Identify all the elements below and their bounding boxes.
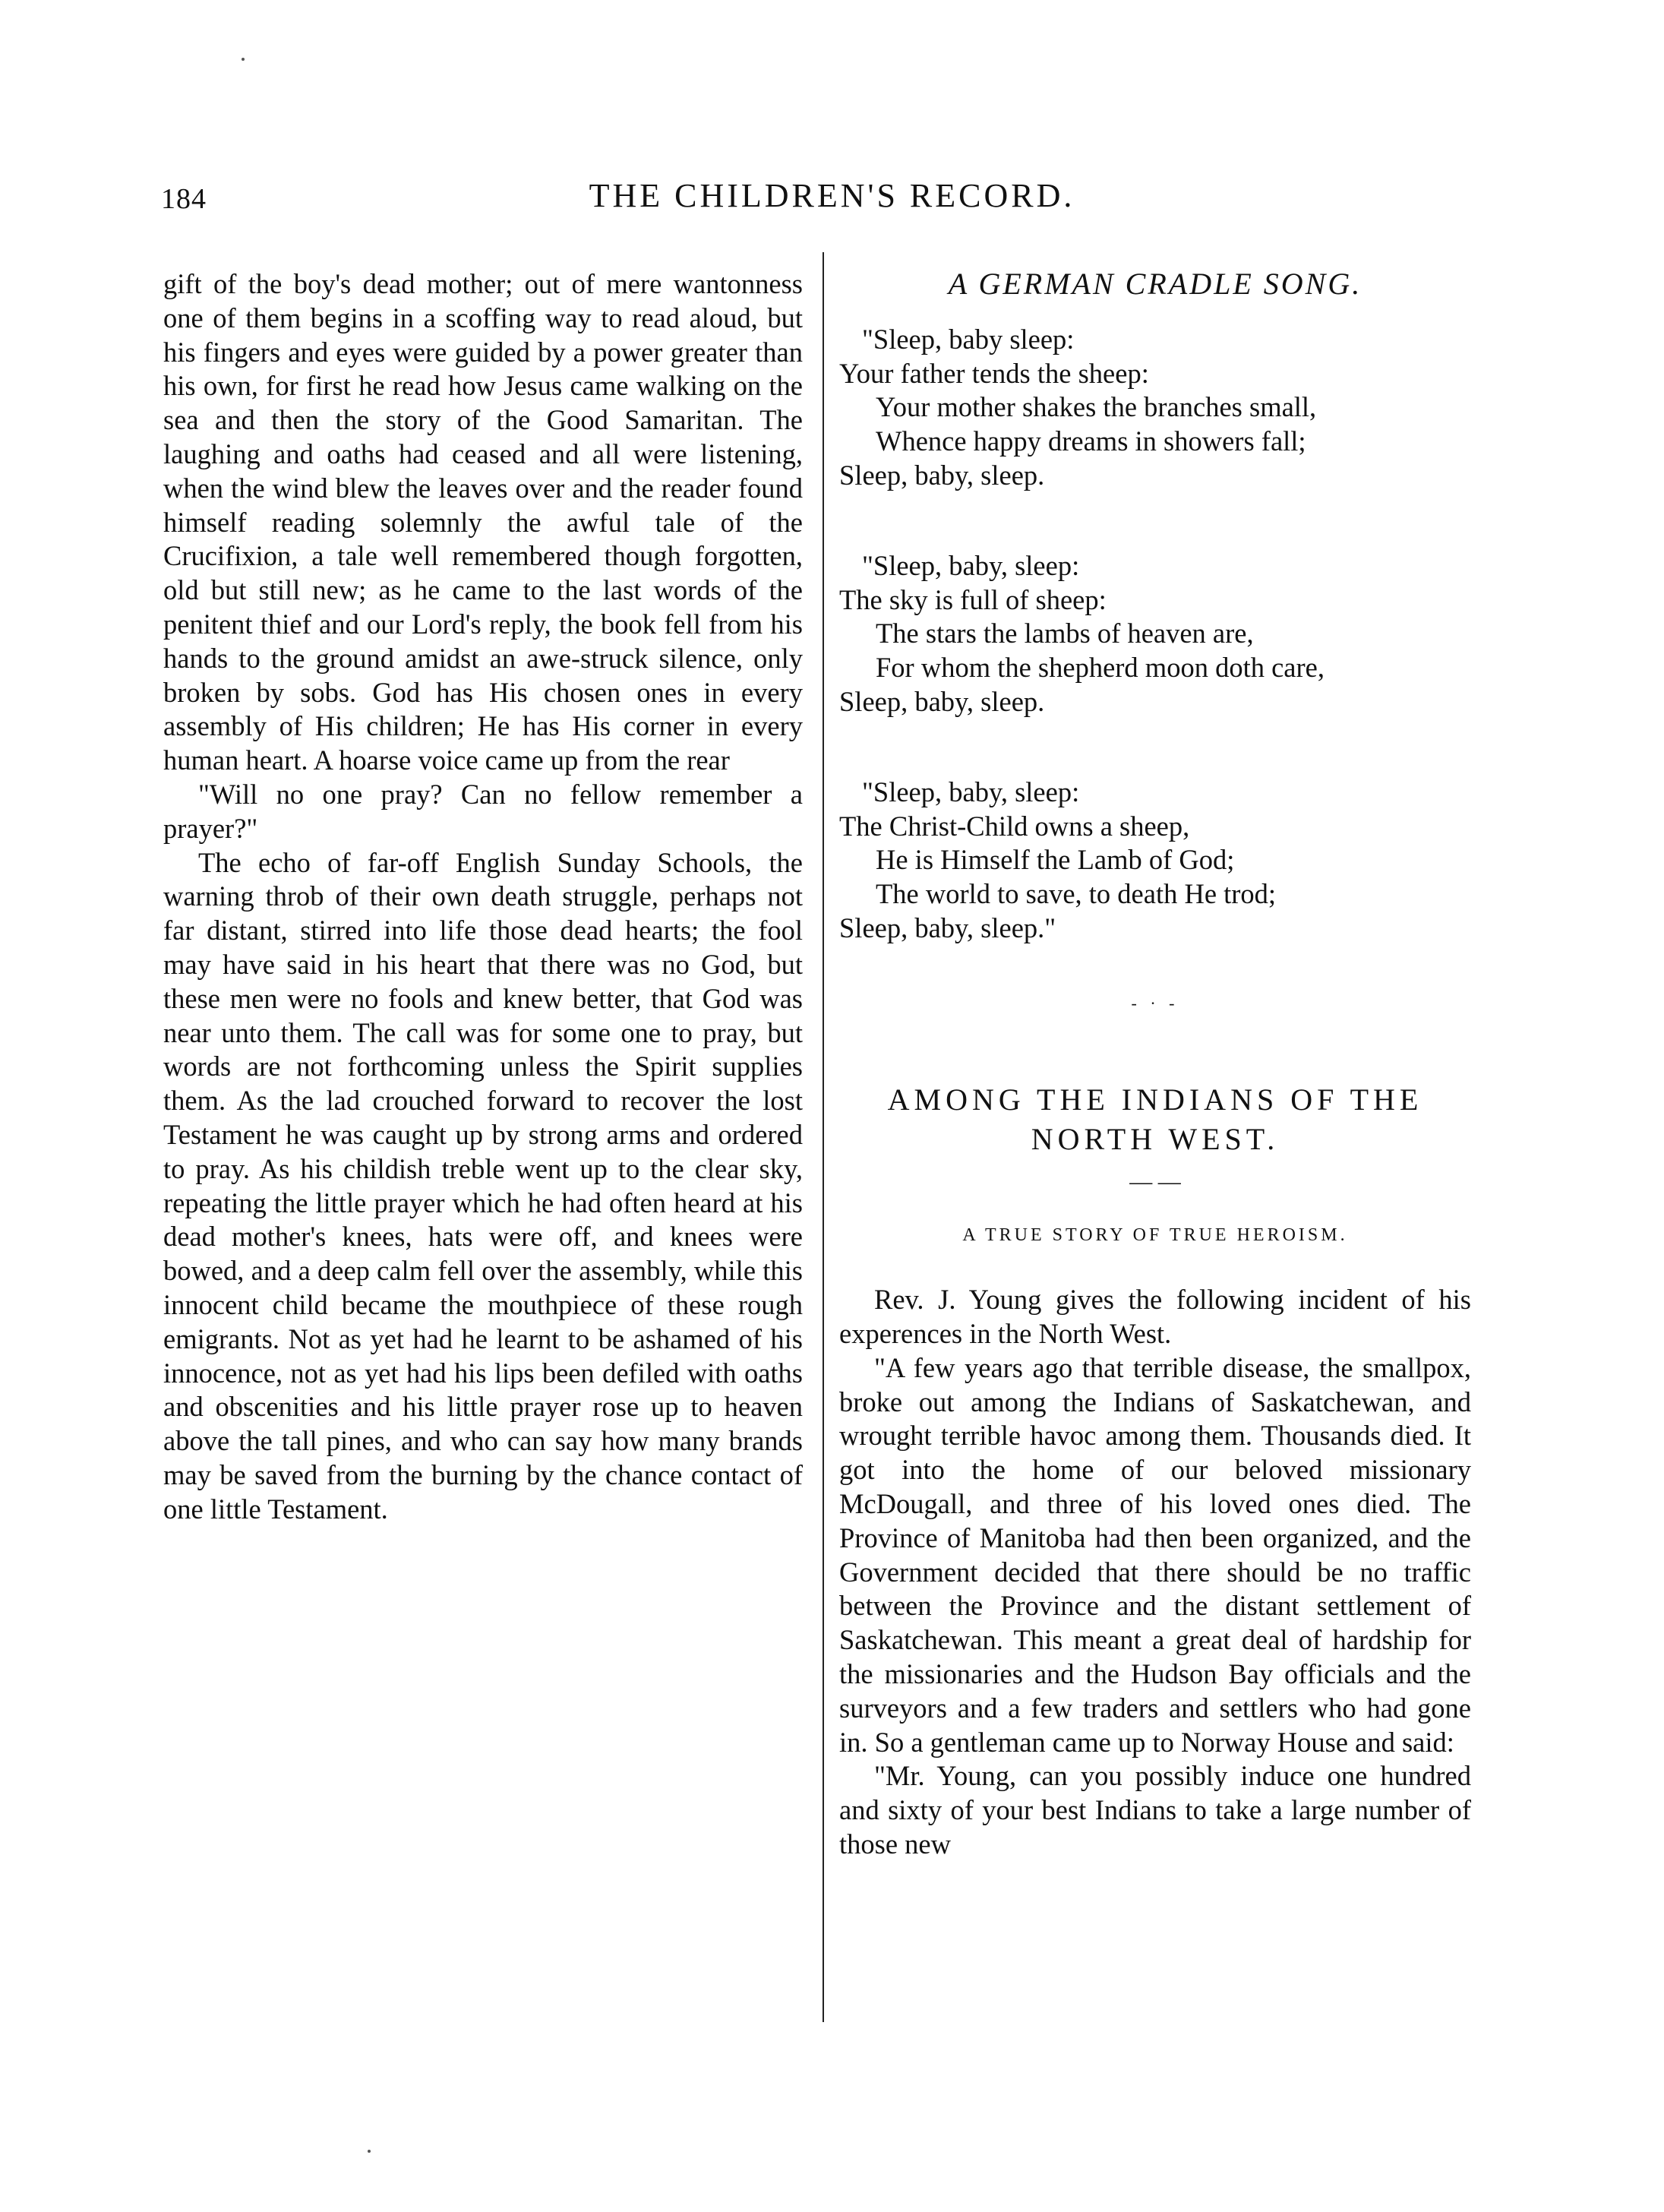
stanza-line: Your mother shakes the branches small, — [876, 391, 1317, 423]
stanza-line: Your father tends the sheep: — [839, 357, 1149, 389]
scan-speck — [242, 58, 245, 61]
running-head: THE CHILDREN'S RECORD. — [589, 177, 1075, 214]
stanza-line: "Sleep, baby sleep: — [862, 323, 1075, 355]
article-paragraph-1: Rev. J. Young gives the following incident of his experences in the North West. — [839, 1284, 1471, 1349]
article-subtitle: A TRUE STORY OF TRUE HEROISM. — [962, 1225, 1348, 1246]
stanza-line: The Christ-Child owns a sheep, — [839, 810, 1190, 842]
right-column — [839, 267, 1471, 1862]
left-paragraph-1: gift of the boy's dead mother; out of mere wantonness one of them begins in a scoffing way to read aloud, but his fingers and eyes were guided by a power greater than his own, for first he read how Jesus came walking on the sea and then the story of the Good Samaritan. The laughing and oaths had ceased and all were listening, when the wind blew the leaves over and the reader found himself reading solemnly the awful tale of the Crucifixion, a tale well remembered though forgotten, old but still new; as he came to the last words of the penitent thief and our Lord's reply, the book fell from his hands to the ground amidst an awe-struck silence, only broken by sobs. God has His chosen ones in every assembly of His children; He has His corner in every human heart. A hoarse voice came up from the rear — [163, 268, 803, 776]
stanza-line: Whence happy dreams in showers fall; — [876, 425, 1306, 457]
left-paragraph-3: The echo of far-off English Sunday Schools, the warning throb of their own death struggle, perhaps not far distant, stirred into life those dead hearts; the fool may have said in his heart that there was no God, but these men were no fools and knew better, that God was near unto them. The call was for some one to pray, but words are not forthcoming unless the Spirit supplies them. As the lad crouched forward to recover the lost Testament he was caught up by strong arms and ordered to pray. As his childish treble went up to the clear sky, repeating the little prayer which he had often heard at his dead mother's knees, hats were off, and knees were bowed, and a deep calm fell over the assembly, while this innocent child became the mouthpiece of these rough emigrants. Not as yet had he learnt to be ashamed of his innocence, not as yet had his lips been defiled with oaths and obscenities and his little prayer rose up to heaven above the tall pines, and who can say how many brands may be saved from the burning by the chance contact of one little Testament. — [163, 846, 803, 1525]
section-divider: - · - — [1131, 993, 1179, 1013]
column-rule — [823, 252, 824, 2022]
stanza-line: The world to save, to death He trod; — [876, 878, 1277, 910]
stanza-line: The stars the lambs of heaven are, — [876, 618, 1254, 649]
article-title-line-1: AMONG THE INDIANS OF THE — [887, 1082, 1423, 1117]
stanza-1 — [839, 323, 1471, 493]
page-number: 184 — [161, 183, 207, 215]
stanza-line: Sleep, baby, sleep. — [839, 459, 1045, 491]
stanza-line: Sleep, baby, sleep. — [839, 685, 1045, 717]
article-paragraph-3: "Mr. Young, can you possibly induce one hundred and sixty of your best Indians to take a large number of those new — [839, 1760, 1471, 1860]
stanza-line: "Sleep, baby, sleep: — [862, 776, 1080, 807]
stanza-line: "Sleep, baby, sleep: — [862, 549, 1080, 581]
stanza-line: For whom the shepherd moon doth care, — [876, 652, 1325, 684]
article-paragraph-2: "A few years ago that terrible disease, the smallpox, broke out among the Indians of Saskatchewan, and wrought terrible havoc among them. Thousands died. It got into the home of our beloved missionary McDougall, and three of his loved ones died. The Province of Manitoba had then been organized, and the Government decided that there should be no traffic between the Province and the distant settlement of Saskatchewan. This meant a great deal of hardship for the missionaries and the Hudson Bay officials and the surveyors and a few traders and settlers who had gone in. So a gentleman came up to Norway House and said: — [839, 1351, 1471, 1758]
article-title-dash: — — — [1129, 1168, 1181, 1194]
left-column — [163, 267, 803, 1526]
song-title: A GERMAN CRADLE SONG. — [948, 267, 1362, 301]
stanza-line: Sleep, baby, sleep." — [839, 912, 1056, 943]
article-title-line-2: NORTH WEST. — [1031, 1121, 1280, 1156]
scan-speck — [368, 2150, 371, 2153]
stanza-line: He is Himself the Lamb of God; — [876, 844, 1235, 876]
stanza-line: The sky is full of sheep: — [839, 583, 1107, 615]
left-paragraph-2: "Will no one pray? Can no fellow remember a prayer?" — [163, 778, 803, 844]
stanza-3 — [839, 776, 1471, 946]
stanza-2 — [839, 549, 1471, 719]
